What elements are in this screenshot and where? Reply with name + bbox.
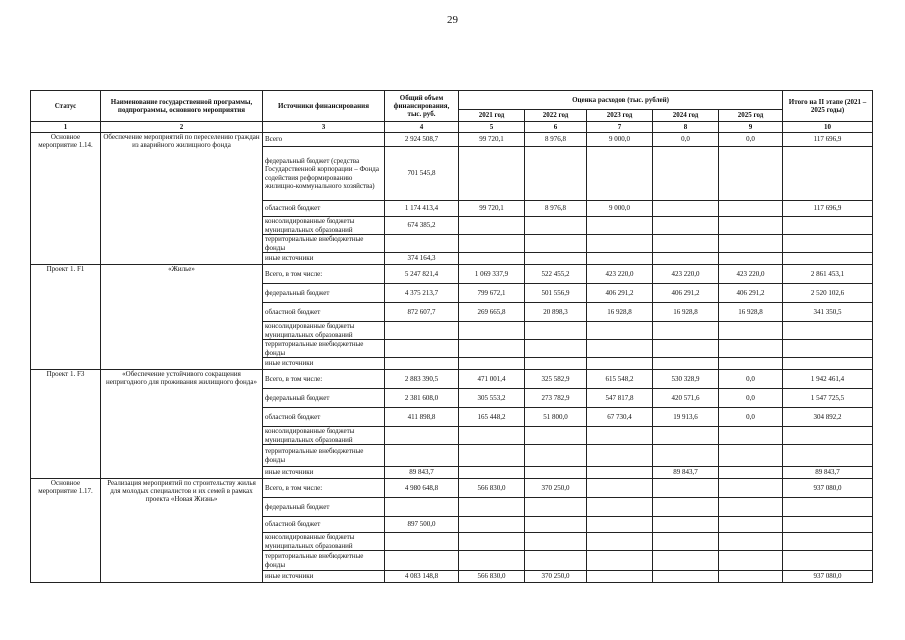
amount-y2021	[459, 217, 525, 235]
amount-stage: 937 080,0	[783, 479, 873, 498]
amount-y2022: 501 556,9	[525, 284, 587, 303]
header-name: Наименование государственной программы, подпрограммы, основного мероприятия	[101, 91, 263, 122]
amount-y2024	[653, 445, 719, 467]
amount-total	[385, 340, 459, 358]
amount-y2025	[719, 517, 783, 533]
amount-y2023	[587, 322, 653, 340]
amount-stage: 341 350,5	[783, 303, 873, 322]
amount-stage	[783, 322, 873, 340]
amount-total: 89 843,7	[385, 467, 459, 479]
amount-y2023: 9 000,0	[587, 133, 653, 147]
amount-stage	[783, 340, 873, 358]
amount-y2023	[587, 498, 653, 517]
amount-y2021	[459, 467, 525, 479]
amount-y2024	[653, 340, 719, 358]
amount-y2021	[459, 427, 525, 445]
column-index: 8	[653, 122, 719, 133]
column-index: 4	[385, 122, 459, 133]
amount-y2024: 406 291,2	[653, 284, 719, 303]
funding-source: Всего	[263, 133, 385, 147]
amount-y2022: 370 250,0	[525, 479, 587, 498]
amount-y2025: 0,0	[719, 370, 783, 389]
amount-y2023	[587, 340, 653, 358]
row-program-name: «Обеспечение устойчивого сокращения непригодного для проживания жилищного фонда»	[101, 370, 263, 479]
amount-stage: 1 942 461,4	[783, 370, 873, 389]
amount-y2023	[587, 479, 653, 498]
amount-y2021	[459, 445, 525, 467]
header-status: Статус	[31, 91, 101, 122]
amount-y2025	[719, 498, 783, 517]
amount-y2024	[653, 498, 719, 517]
amount-stage: 1 547 725,5	[783, 389, 873, 408]
amount-stage	[783, 498, 873, 517]
funding-source: иные источники	[263, 358, 385, 370]
funding-source: консолидированные бюджеты муниципальных образований	[263, 427, 385, 445]
amount-y2022	[525, 322, 587, 340]
amount-y2021: 471 001,4	[459, 370, 525, 389]
amount-y2022	[525, 358, 587, 370]
amount-stage: 117 696,9	[783, 133, 873, 147]
amount-stage	[783, 517, 873, 533]
amount-y2021: 799 672,1	[459, 284, 525, 303]
amount-y2024: 89 843,7	[653, 467, 719, 479]
amount-y2021	[459, 322, 525, 340]
funding-source: Всего, в том числе:	[263, 370, 385, 389]
amount-total	[385, 358, 459, 370]
amount-total: 674 385,2	[385, 217, 459, 235]
amount-y2025	[719, 551, 783, 571]
amount-y2023	[587, 571, 653, 583]
amount-y2022: 51 800,0	[525, 408, 587, 427]
funding-source: федеральный бюджет	[263, 498, 385, 517]
row-status: Проект 1. F1	[31, 265, 101, 370]
amount-y2023: 406 291,2	[587, 284, 653, 303]
funding-source: областной бюджет	[263, 408, 385, 427]
amount-y2021: 566 830,0	[459, 479, 525, 498]
header-total: Общий объем финансирования, тыс. руб.	[385, 91, 459, 122]
amount-y2021: 99 720,1	[459, 201, 525, 217]
amount-total	[385, 235, 459, 253]
amount-stage: 89 843,7	[783, 467, 873, 479]
header-year: 2024 год	[653, 110, 719, 122]
amount-y2022: 325 582,9	[525, 370, 587, 389]
amount-total: 2 883 390,5	[385, 370, 459, 389]
amount-stage	[783, 427, 873, 445]
amount-y2025: 16 928,8	[719, 303, 783, 322]
amount-y2023	[587, 445, 653, 467]
amount-y2025: 406 291,2	[719, 284, 783, 303]
column-index: 7	[587, 122, 653, 133]
amount-y2025	[719, 235, 783, 253]
amount-y2025: 0,0	[719, 389, 783, 408]
funding-source: территориальные внебюджетные фонды	[263, 551, 385, 571]
amount-y2023	[587, 427, 653, 445]
column-index: 2	[101, 122, 263, 133]
amount-stage	[783, 235, 873, 253]
amount-stage	[783, 533, 873, 551]
header-estimate: Оценка расходов (тыс. рублей)	[459, 91, 783, 110]
table-row	[31, 265, 873, 284]
row-status: Основное мероприятие 1.17.	[31, 479, 101, 583]
amount-y2023	[587, 147, 653, 201]
amount-total: 2 381 608,0	[385, 389, 459, 408]
table-row	[31, 370, 873, 389]
amount-y2022: 370 250,0	[525, 571, 587, 583]
amount-y2021: 305 553,2	[459, 389, 525, 408]
amount-y2021: 99 720,1	[459, 133, 525, 147]
amount-total: 872 607,7	[385, 303, 459, 322]
amount-y2025	[719, 322, 783, 340]
amount-y2025	[719, 427, 783, 445]
amount-y2022: 20 898,3	[525, 303, 587, 322]
amount-y2023	[587, 467, 653, 479]
column-index-row	[31, 122, 873, 133]
amount-y2022: 522 455,2	[525, 265, 587, 284]
table-body	[31, 133, 873, 583]
amount-y2021: 566 830,0	[459, 571, 525, 583]
amount-total	[385, 498, 459, 517]
column-index: 6	[525, 122, 587, 133]
amount-y2024: 19 913,6	[653, 408, 719, 427]
amount-y2023: 16 928,8	[587, 303, 653, 322]
amount-y2025	[719, 340, 783, 358]
amount-total: 1 174 413,4	[385, 201, 459, 217]
amount-y2022	[525, 340, 587, 358]
funding-source: Всего, в том числе:	[263, 479, 385, 498]
row-program-name: Обеспечение мероприятий по переселению граждан из аварийного жилищного фонда	[101, 133, 263, 265]
amount-y2024: 0,0	[653, 133, 719, 147]
amount-y2024	[653, 147, 719, 201]
amount-y2025	[719, 147, 783, 201]
amount-y2025	[719, 253, 783, 265]
column-index: 10	[783, 122, 873, 133]
amount-y2023	[587, 533, 653, 551]
amount-stage: 117 696,9	[783, 201, 873, 217]
amount-y2022	[525, 427, 587, 445]
amount-y2024	[653, 479, 719, 498]
amount-y2022: 273 782,9	[525, 389, 587, 408]
funding-source: иные источники	[263, 467, 385, 479]
funding-source: Всего, в том числе:	[263, 265, 385, 284]
amount-y2023: 423 220,0	[587, 265, 653, 284]
amount-total	[385, 445, 459, 467]
amount-y2025: 423 220,0	[719, 265, 783, 284]
amount-total: 2 924 508,7	[385, 133, 459, 147]
column-index: 9	[719, 122, 783, 133]
amount-stage	[783, 358, 873, 370]
table-row	[31, 133, 873, 147]
amount-y2022	[525, 533, 587, 551]
amount-y2024: 420 571,6	[653, 389, 719, 408]
amount-y2022	[525, 253, 587, 265]
amount-stage	[783, 445, 873, 467]
amount-total: 5 247 821,4	[385, 265, 459, 284]
amount-y2024	[653, 427, 719, 445]
funding-source: консолидированные бюджеты муниципальных образований	[263, 322, 385, 340]
amount-y2024: 423 220,0	[653, 265, 719, 284]
amount-y2024	[653, 217, 719, 235]
amount-y2021	[459, 235, 525, 253]
column-index: 1	[31, 122, 101, 133]
amount-stage: 304 892,2	[783, 408, 873, 427]
amount-total: 4 083 148,8	[385, 571, 459, 583]
amount-y2024	[653, 235, 719, 253]
amount-y2024	[653, 533, 719, 551]
amount-y2022: 8 976,8	[525, 201, 587, 217]
row-program-name: Реализация мероприятий по строительству жилья для молодых специалистов и их семей в рамках проекта «Новая Жизнь»	[101, 479, 263, 583]
amount-y2024	[653, 551, 719, 571]
amount-y2025	[719, 358, 783, 370]
amount-y2022	[525, 551, 587, 571]
amount-y2023: 615 548,2	[587, 370, 653, 389]
header-year: 2022 год	[525, 110, 587, 122]
amount-y2021: 1 069 337,9	[459, 265, 525, 284]
amount-y2023	[587, 235, 653, 253]
amount-y2021	[459, 358, 525, 370]
funding-source: консолидированные бюджеты муниципальных образований	[263, 533, 385, 551]
financing-table	[30, 90, 873, 583]
amount-y2021	[459, 551, 525, 571]
amount-y2022	[525, 445, 587, 467]
column-index: 5	[459, 122, 525, 133]
funding-source: федеральный бюджет	[263, 389, 385, 408]
amount-y2025	[719, 217, 783, 235]
row-program-name: «Жилье»	[101, 265, 263, 370]
amount-y2025	[719, 467, 783, 479]
amount-y2021	[459, 498, 525, 517]
amount-stage	[783, 147, 873, 201]
amount-total	[385, 427, 459, 445]
amount-y2023: 9 000,0	[587, 201, 653, 217]
row-status: Проект 1. F3	[31, 370, 101, 479]
amount-y2022: 8 976,8	[525, 133, 587, 147]
amount-y2023	[587, 217, 653, 235]
amount-y2023	[587, 358, 653, 370]
amount-total	[385, 551, 459, 571]
amount-y2024	[653, 517, 719, 533]
amount-y2022	[525, 467, 587, 479]
amount-y2021	[459, 533, 525, 551]
column-index: 3	[263, 122, 385, 133]
funding-source: территориальные внебюджетные фонды	[263, 340, 385, 358]
amount-stage	[783, 217, 873, 235]
amount-y2023	[587, 551, 653, 571]
amount-y2022	[525, 217, 587, 235]
funding-source: иные источники	[263, 253, 385, 265]
amount-y2021	[459, 147, 525, 201]
amount-y2025	[719, 571, 783, 583]
amount-y2024: 530 328,9	[653, 370, 719, 389]
amount-total	[385, 533, 459, 551]
amount-y2024	[653, 253, 719, 265]
amount-y2022	[525, 147, 587, 201]
amount-total: 374 164,3	[385, 253, 459, 265]
amount-y2022	[525, 498, 587, 517]
amount-stage: 2 520 102,6	[783, 284, 873, 303]
amount-y2023	[587, 253, 653, 265]
amount-stage: 2 861 453,1	[783, 265, 873, 284]
funding-source: территориальные внебюджетные фонды	[263, 445, 385, 467]
amount-y2025: 0,0	[719, 133, 783, 147]
amount-total: 701 545,8	[385, 147, 459, 201]
amount-y2025	[719, 479, 783, 498]
amount-stage: 937 080,0	[783, 571, 873, 583]
amount-stage	[783, 253, 873, 265]
amount-y2024	[653, 358, 719, 370]
funding-source: областной бюджет	[263, 303, 385, 322]
funding-source: территориальные внебюджетные фонды	[263, 235, 385, 253]
amount-y2025	[719, 201, 783, 217]
funding-source: иные источники	[263, 571, 385, 583]
funding-source: областной бюджет	[263, 201, 385, 217]
header-year: 2021 год	[459, 110, 525, 122]
amount-y2025: 0,0	[719, 408, 783, 427]
funding-source: федеральный бюджет (средства Государственной корпорации – Фонда содействия реформированию жилищно-коммунального хозяйства)	[263, 147, 385, 201]
amount-stage	[783, 551, 873, 571]
funding-source: областной бюджет	[263, 517, 385, 533]
amount-y2024	[653, 322, 719, 340]
amount-y2022	[525, 235, 587, 253]
amount-y2024: 16 928,8	[653, 303, 719, 322]
amount-y2021	[459, 517, 525, 533]
header-year: 2025 год	[719, 110, 783, 122]
amount-y2023: 67 730,4	[587, 408, 653, 427]
amount-y2025	[719, 445, 783, 467]
amount-total: 4 375 213,7	[385, 284, 459, 303]
amount-y2023	[587, 517, 653, 533]
amount-total: 897 500,0	[385, 517, 459, 533]
amount-y2024	[653, 571, 719, 583]
amount-total: 411 898,8	[385, 408, 459, 427]
amount-y2022	[525, 517, 587, 533]
row-status: Основное мероприятие 1.14.	[31, 133, 101, 265]
amount-total	[385, 322, 459, 340]
amount-y2021: 269 665,8	[459, 303, 525, 322]
amount-y2021	[459, 253, 525, 265]
amount-y2021: 165 448,2	[459, 408, 525, 427]
header-stage-total: Итого на II этапе (2021 – 2025 годы)	[783, 91, 873, 122]
funding-source: федеральный бюджет	[263, 284, 385, 303]
page-number: 29	[447, 14, 458, 26]
amount-y2025	[719, 533, 783, 551]
amount-total: 4 980 648,8	[385, 479, 459, 498]
table-row	[31, 479, 873, 498]
amount-y2021	[459, 340, 525, 358]
funding-source: консолидированные бюджеты муниципальных образований	[263, 217, 385, 235]
header-year: 2023 год	[587, 110, 653, 122]
amount-y2024	[653, 201, 719, 217]
header-sources: Источники финансирования	[263, 91, 385, 122]
amount-y2023: 547 817,8	[587, 389, 653, 408]
